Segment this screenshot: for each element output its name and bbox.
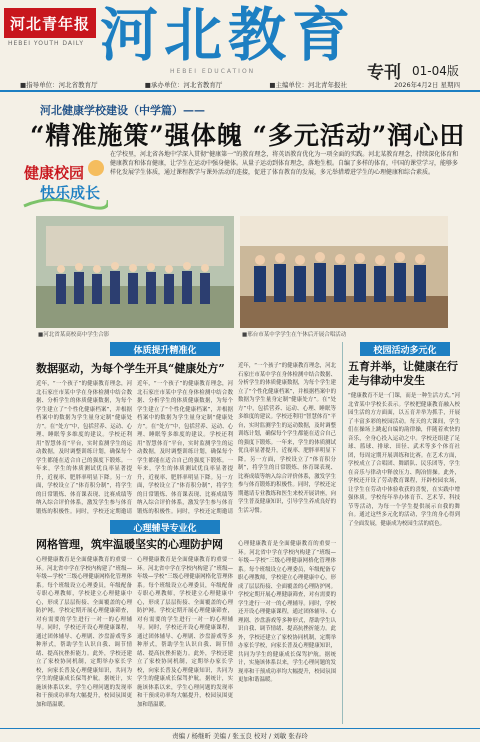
page-footer: 责编 / 杨继昕 美编 / 张玉良 校对 / 刘敏 张春玲 bbox=[0, 728, 480, 742]
edition-title: 河北教育 bbox=[100, 1, 357, 69]
photo-choir bbox=[240, 216, 448, 328]
newspaper-logo-sub: HEBEI YOUTH DAILY bbox=[8, 40, 85, 47]
photo-caption-right: ■邢台市某中学学生在午休后开展合唱活动 bbox=[242, 332, 347, 338]
section-band-fitness: 体质提升精准化 bbox=[110, 342, 220, 356]
article-text-fitness-col2: 近年，“一个孩子”的健康教育理念，河北石家庄市某中学在身体检测中结合数据、分析学生的体质健康数据，为每个学生建立了“个性化健康档案”，并根据档案中的数据为学生量身定制“健康处方”。在“处方”中，包括营养、运动、心理、睡眠等多维度的建议。学校还利用“智慧体育”平台，实时监测学生的运动数据，及时调整训练计划，确保每个学生都能在适合自己的强度下锻炼。一年来，学生的体质测试优良率显著提升，近视率、肥胖率明显下降。另一方面，学校设立了“体育积分制”，将学生的日常锻炼、体育课表现、比赛成绩等纳入综合评价体系，激发学生参与体育锻炼的积极性。同时，学校还定期邀请 bbox=[137, 381, 233, 515]
issue-date: 2026年4月2日 星期四 bbox=[394, 81, 460, 89]
story-headline: “精准施策”强体魄 “多元活动”润心田 bbox=[30, 121, 466, 150]
issue-label: 专刊 bbox=[367, 63, 401, 83]
article-text-fitness-col3: 近年，“一个孩子”的健康教育理念，河北石家庄市某中学在身体检测中结合数据、分析学生的体质健康数据，为每个学生建立了“个性化健康档案”，并根据档案中的数据为学生量身定制“健康处方”。在“处方”中，包括营养、运动、心理、睡眠等多维度的建议。学校还利用“智慧体育”平台，实时监测学生的运动数据，及时调整训练计划，确保每个学生都能在适合自己的强度下锻炼。一年来，学生的体质测试优良率显著提升，近视率、肥胖率明显下降。另一方面，学校设立了“体育积分制”，将学生的日常锻炼、体育课表现、比赛成绩等纳入综合评价体系，激发学生参与体育锻炼的积极性。同时，学校还定期邀请专业教练和医生来校开展讲座，向学生普及健康知识，引导学生养成良好的生活习惯。 bbox=[238, 363, 336, 514]
masthead-rule bbox=[0, 90, 480, 92]
producer: ■指导单位：河北省教育厅 bbox=[20, 81, 98, 89]
photo-caption-left: ■河北省某高校高中学生合影 bbox=[38, 332, 110, 338]
article-text-psychology-col3: 心理健康教育是全面健康教育的重要一环。河北省中学在学校内构建了“班级—年级—学校”三级心理健康网格化管理体系。每个班级设立心理委员，年级配备专职心理教师，学校建立心理健康中心，形成了层层衔接、全面覆盖的心理防护网。学校定期开展心理健康筛查，对有需要的学生进行一对一的心理辅导。同时，学校还开设心理健康课程，通过团体辅导、心理剧、沙盘游戏等多种形式，帮助学生认识自我、调节情绪、提高抗挫折能力。此外，学校还建立了家校协同机制，定期举办家长学校，向家长普及心理健康知识，共同为学生的健康成长保驾护航。据统计，实施该体系以来，学生心理问题的发现率和干预成功率均大幅提升，校园氛围更加和谐温暖。 bbox=[238, 541, 336, 683]
section-band-activities: 校园活动多元化 bbox=[360, 342, 450, 356]
article-text-fitness-col1: 近年，“一个孩子”的健康教育理念，河北石家庄市某中学在身体检测中结合数据、分析学生的体质健康数据，为每个学生建立了“个性化健康档案”，并根据档案中的数据为学生量身定制“健康处方”。在“处方”中，包括营养、运动、心理、睡眠等多维度的建议。学校还利用“智慧体育”平台，实时监测学生的运动数据，及时调整训练计划，确保每个学生都能在适合自己的强度下锻炼。一年来，学生的体质测试优良率显著提升，近视率、肥胖率明显下降。另一方面，学校设立了“体育积分制”，将学生的日常锻炼、体育课表现、比赛成绩等纳入综合评价体系，激发学生参与体育锻炼的积极性。同时，学校还定期邀请 bbox=[36, 381, 132, 515]
publisher: ■主编单位：河北青年报社 bbox=[269, 81, 348, 89]
story-kicker: 河北健康学校建设（中学篇）—— bbox=[40, 104, 205, 117]
column-logo-line1: 健康校园 bbox=[24, 164, 85, 182]
section-subhead-fitness: 数据驱动，为每个学生开具“健康处方” bbox=[36, 362, 225, 375]
masthead bbox=[0, 0, 480, 96]
newspaper-logo: 河北青年报 bbox=[4, 8, 96, 38]
article-text-psychology-col2: 心理健康教育是全面健康教育的重要一环。河北省中学在学校内构建了“班级—年级—学校”三级心理健康网格化管理体系。每个班级设立心理委员，年级配备专职心理教师，学校建立心理健康中心，形成了层层衔接、全面覆盖的心理防护网。学校定期开展心理健康筛查，对有需要的学生进行一对一的心理辅导。同时，学校还开设心理健康课程，通过团体辅导、心理剧、沙盘游戏等多种形式，帮助学生认识自我、调节情绪、提高抗挫折能力。此外，学校还建立了家校协同机制，定期举办家长学校，向家长普及心理健康知识，共同为学生的健康成长保驾护航。据统计，实施该体系以来，学生心理问题的发现率和干预成功率均大幅提升，校园氛围更加和谐温暖。 bbox=[137, 557, 233, 708]
section-subhead-psychology: 网格管理，筑牢温暖坚实的心理防护网 bbox=[36, 538, 223, 551]
story-lead: 在学校里，河北省各地中学深入贯彻“健康第一”的教育理念，将英语教育优化为一项全面的实践。河北某教育理念，持续深化体育和健康教育和体育健康，让学生在运动中强身健体。从量子运动到体育理念，落地生根。自编了多样的体育，中国的课堂学习，能够多样化发展学生体质，通过课程教学与课外活动的连接，促进了体育教育的发展，多元举措增进学生的心理健康和综合素质。 bbox=[110, 151, 459, 176]
section-band-psychology: 心理辅导专业化 bbox=[110, 520, 220, 534]
edition-pinyin: HEBEI EDUCATION bbox=[170, 68, 256, 75]
article-text-activities: “健康教育不是一门课，而是一种生活方式。”河北省某中学校长表示。学校把健康教育融入校园生活的方方面面，以五育并举为抓手，开展了丰富多彩的校园活动。每天的大课间，学生们在操场上跳起自编的韵律操，伴随着欢快的音乐，全身心投入运动之中。学校还组建了足球、篮球、排球、田径、武术等多个体育社团，每周定期开展训练和比赛。在艺术方面，学校成立了合唱团、舞蹈队、民乐团等，学生在音乐与律动中释放压力、陶冶情操。此外，学校还开设了劳动教育课程，开辟校园农场，让学生在劳动中体验收获的喜悦，在实践中增强体质。学校每年举办体育节、艺术节、科技节等活动，为每一个学生提供展示自我的舞台。通过这些多元化的活动，学生的身心得到了全面发展，健康成为校园生活的底色。 bbox=[348, 393, 460, 527]
section-subhead-activities: 五育并举，让健康在行走与律动中发生 bbox=[348, 360, 458, 387]
column-logo-line2: 快乐成长 bbox=[40, 184, 101, 202]
co-organizer: ■承办单位：河北省教育厅 bbox=[144, 81, 223, 89]
article-text-psychology-col1: 心理健康教育是全面健康教育的重要一环。河北省中学在学校内构建了“班级—年级—学校”三级心理健康网格化管理体系。每个班级设立心理委员，年级配备专职心理教师，学校建立心理健康中心，形成了层层衔接、全面覆盖的心理防护网。学校定期开展心理健康筛查，对有需要的学生进行一对一的心理辅导。同时，学校还开设心理健康课程，通过团体辅导、心理剧、沙盘游戏等多种形式，帮助学生认识自我、调节情绪、提高抗挫折能力。此外，学校还建立了家校协同机制，定期举办家长学校，向家长普及心理健康知识，共同为学生的健康成长保驾护航。据统计，实施该体系以来，学生心理问题的发现率和干预成功率均大幅提升，校园氛围更加和谐温暖。 bbox=[36, 557, 132, 708]
column-divider bbox=[342, 342, 343, 724]
issue-pages: 01-04版 bbox=[412, 64, 459, 78]
photo-students-group bbox=[36, 216, 234, 328]
masthead-info-bar bbox=[20, 80, 460, 89]
